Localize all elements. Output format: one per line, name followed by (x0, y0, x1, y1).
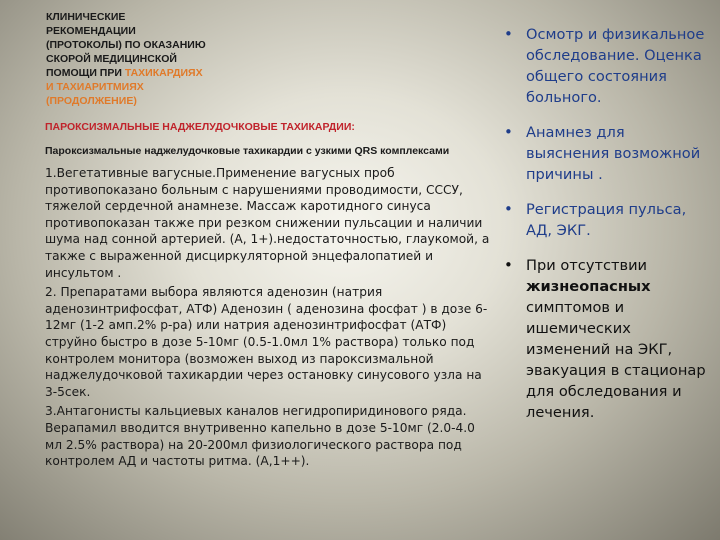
section-subheading: ПАРОКСИЗМАЛЬНЫЕ НАДЖЕЛУДОЧКОВЫЕ ТАХИКАРДИИ: (45, 121, 355, 133)
bullet-marker: • (504, 256, 513, 274)
bullet-text-strong: жизнеопасных (526, 278, 651, 295)
paragraph-calcium-antagonists: 3.Антагонисты кальциевых каналов негидропиридинового ряда. Верапамил вводится внутривенно капельно в дозе 5-10мг (2.0-4.0 мл 2.5% раствора) на 20-200мл физиологического раствора под контролем АД и частоты ритма. (А,1++). (45, 404, 475, 469)
right-column (504, 24, 712, 437)
paragraph-adenosine: 2. Препаратами выбора являются аденозин (натрия аденозинтрифосфат, АТФ) Аденозин ( аденозина фосфат ) в дозе 6-12мг (1-2 амп.2% р-ра) или натрия аденозинтрифосфат (АТФ) струйно быстро в дозе 5-10мг (0.5-1.0мл 1% раствора) только под контролем монитора (возможен выход из пароксизмальной наджелудочковой тахикардии через остановку синусового узла на 3-5сек. (45, 285, 488, 399)
paragraph-vagal: 1.Вегетативные вагусные.Применение вагусных проб противопоказано больным с нарушениями проводимости, СССУ, тяжелой сердечной анамнезе. Массаж каротидного синуса противопоказан также при резком снижении пульсации и наличии шума над сонной артерией. (А, 1+).недостаточностью, глаукомой, а также с выраженной дисциркуляторной энцефалопатией и инсультом . (45, 166, 490, 280)
bullet-text (526, 257, 706, 421)
title-line-4: СКОРОЙ МЕДИЦИНСКОЙ (46, 53, 177, 65)
bullet-text: Регистрация пульса, АД, ЭКГ. (526, 201, 687, 239)
bullet-marker: • (504, 25, 513, 43)
bullet-text-pre: При отсутствии (526, 257, 648, 274)
title-line-1: КЛИНИЧЕСКИЕ (46, 11, 126, 23)
title-accent-tachycardia: ТАХИКАРДИЯХ (124, 67, 203, 79)
title-accent-tachyarrhythmia: И ТАХИАРИТМИЯХ (46, 81, 144, 93)
bullet-item-registration (504, 199, 712, 241)
left-column (45, 120, 495, 473)
bullet-text-post: симптомов и ишемических изменений на ЭКГ, эвакуация в стационар для обследования и лечения. (526, 299, 706, 421)
title-line-5-prefix: ПОМОЩИ ПРИ (46, 67, 122, 79)
bullet-item-examination (504, 24, 712, 108)
title-line-2: РЕКОМЕНДАЦИИ (46, 25, 136, 37)
bullet-marker: • (504, 200, 513, 218)
bullet-text: Анамнез для выяснения возможной причины . (526, 124, 701, 183)
slide-title (46, 10, 286, 108)
title-line-3: (ПРОТОКОЛЫ) ПО ОКАЗАНИЮ (46, 39, 206, 51)
bullet-item-evacuation (504, 255, 712, 423)
bullet-item-anamnesis (504, 122, 712, 185)
bullet-marker: • (504, 123, 513, 141)
title-accent-continuation: (ПРОДОЛЖЕНИЕ) (46, 95, 137, 107)
bullet-text: Осмотр и физикальное обследование. Оценка общего состояния больного. (526, 26, 705, 106)
section-subheading-2: Пароксизмальные наджелудочковые тахикардии с узкими QRS комплексами (45, 145, 450, 157)
